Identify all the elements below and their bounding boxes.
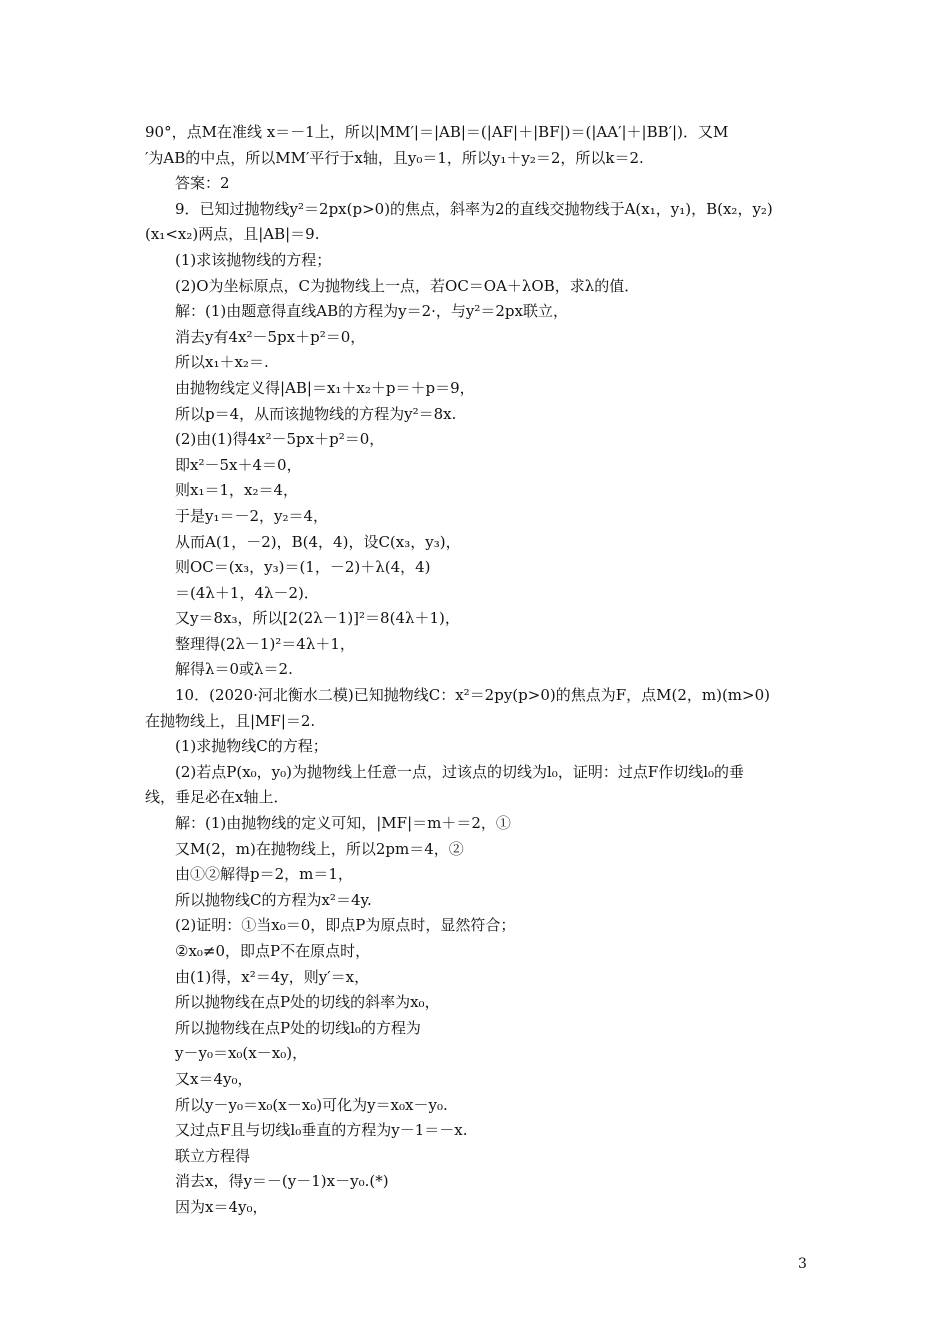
text-line: 消去x，得y＝－(y－1)x－y₀.(*) (175, 1172, 389, 1191)
text-line: 所以y－y₀＝x₀(x－x₀)可化为y＝x₀x－y₀. (175, 1095, 448, 1114)
text-line: (x₁<x₂)两点，且|AB|＝9. (145, 225, 320, 244)
text-line: 线，垂足必在x轴上． (145, 788, 289, 807)
text-line: 于是y₁＝－2，y₂＝4， (175, 506, 329, 525)
text-line: 消去y有4x²－5px＋p²＝0， (175, 327, 366, 346)
text-line: 解：(1)由题意得直线AB的方程为y＝2·，与y²＝2px联立， (175, 302, 568, 321)
text-line: (1)求抛物线C的方程； (175, 737, 328, 756)
text-line: 所以p＝4，从而该抛物线的方程为y²＝8x. (175, 404, 457, 423)
text-line: 所以抛物线C的方程为x²＝4y. (175, 890, 372, 909)
text-line: 由(1)得，x²＝4y，则y′＝x， (175, 967, 370, 986)
text-line: 即x²－5x＋4＝0， (175, 455, 302, 474)
text-line: 解：(1)由抛物线的定义可知，|MF|＝m＋＝2，① (175, 814, 511, 833)
text-line: 在抛物线上，且|MF|＝2. (145, 711, 316, 730)
text-line: 所以抛物线在点P处的切线的斜率为x₀， (175, 993, 440, 1012)
text-line: 又M(2，m)在抛物线上，所以2pm＝4，② (175, 839, 464, 858)
text-line: (1)求该抛物线的方程； (175, 250, 332, 269)
text-line: 由抛物线定义得|AB|＝x₁＋x₂＋p＝＋p＝9， (175, 378, 475, 397)
text-line: (2)证明：①当x₀＝0，即点P为原点时，显然符合； (175, 916, 516, 935)
text-line: ②x₀≠0，即点P不在原点时， (175, 942, 371, 960)
text-line: 又过点F且与切线l₀垂直的方程为y－1＝－x. (175, 1121, 468, 1140)
document-body (145, 120, 815, 1221)
text-line: 则x₁＝1，x₂＝4， (175, 481, 299, 500)
page-number: 3 (798, 1256, 807, 1272)
text-line: 从而A(1，－2)，B(4，4)，设C(x₃，y₃)， (175, 532, 461, 551)
text-line: 10．(2020·河北衡水二模)已知抛物线C：x²＝2py(p>0)的焦点为F，点M(2，m)(m>0) (175, 686, 770, 705)
text-line: ＝(4λ＋1，4λ－2)． (175, 583, 319, 602)
text-line: (2)O为坐标原点，C为抛物线上一点，若OC＝OA＋λOB，求λ的值． (175, 276, 640, 295)
text-line: 所以抛物线在点P处的切线l₀的方程为 (175, 1018, 421, 1037)
text-line: y－y₀＝x₀(x－x₀)， (175, 1044, 308, 1063)
text-line: (2)若点P(x₀，y₀)为抛物线上任意一点，过该点的切线为l₀，证明：过点F作切线l₀的垂 (175, 762, 745, 781)
text-line: 9．已知过抛物线y²＝2px(p>0)的焦点，斜率为2的直线交抛物线于A(x₁，y₁)，B(x₂，y₂) (175, 199, 773, 218)
text-line: 又x＝4y₀， (175, 1069, 253, 1088)
text-line: ′为AB的中点，所以MM′平行于x轴，且y₀＝1，所以y₁＋y₂＝2，所以k＝2. (145, 148, 644, 167)
text-line: (2)由(1)得4x²－5px＋p²＝0， (175, 430, 385, 449)
text-line: 解得λ＝0或λ＝2. (175, 660, 293, 679)
text-line: 又y＝8x₃，所以[2(2λ－1)]²＝8(4λ＋1)， (175, 609, 460, 628)
text-line: 则OC＝(x₃，y₃)＝(1，－2)＋λ(4，4) (175, 558, 431, 577)
text-line: 联立方程得 (175, 1146, 251, 1165)
text-line: 所以x₁＋x₂＝. (175, 353, 269, 372)
text-line: 90°，点M在准线 x＝－1上，所以|MM′|＝|AB|＝(|AF|＋|BF|)＝(|AA′|＋|BB′|)．又M (145, 123, 729, 141)
text-line: 答案：2 (175, 174, 230, 193)
text-line: 整理得(2λ－1)²＝4λ＋1， (175, 634, 355, 653)
text-line: 由①②解得p＝2，m＝1， (175, 865, 353, 884)
text-line: 因为x＝4y₀， (175, 1197, 268, 1216)
